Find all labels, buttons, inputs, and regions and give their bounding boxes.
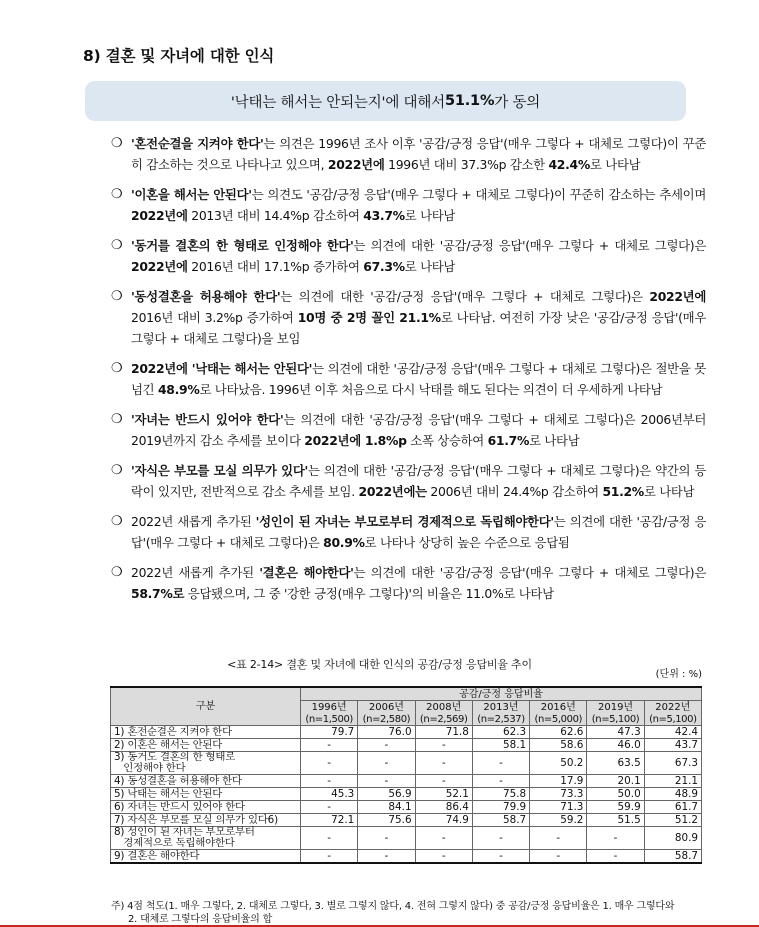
- table-cell: 79.7: [301, 726, 358, 739]
- row-label: 6) 자녀는 반드시 있어야 한다: [111, 801, 301, 814]
- table-cell: -: [358, 752, 415, 775]
- table-cell: 43.7: [644, 739, 701, 752]
- summary-highlight: 51.1%: [444, 93, 495, 109]
- bullet-item: [109, 184, 706, 226]
- table-cell: 67.3: [644, 752, 701, 775]
- table-cell: 58.6: [530, 739, 587, 752]
- table-cell: -: [301, 775, 358, 788]
- bullet-text: 로 나타남: [589, 157, 641, 172]
- table-cell: 58.7: [472, 814, 529, 827]
- table-cell: 73.3: [530, 788, 587, 801]
- table-cell: 47.3: [587, 726, 644, 739]
- table-cell: -: [472, 850, 529, 864]
- bullet-text: 는 의견에 대한 '공감/긍정 응답'(매우 그렇다 + 대체로 그렇다)은 절반을 못 넘긴: [131, 361, 706, 397]
- table-row: [111, 801, 702, 814]
- table-cell: 76.0: [358, 726, 415, 739]
- table-cell: -: [530, 827, 587, 850]
- bullet-text: 는 의견에 대한 '공감/긍정 응답'(매우 그렇다 + 대체로 그렇다)은: [353, 565, 707, 580]
- table-cell: 75.8: [472, 788, 529, 801]
- table-cell: -: [358, 739, 415, 752]
- bullet-text: 는 의견에 대한 '공감/긍정 응답'(매우 그렇다 + 대체로 그렇다)은: [353, 238, 706, 253]
- table-cell: 20.1: [587, 775, 644, 788]
- table-cell: 51.5: [587, 814, 644, 827]
- bullet-emphasis: 2022년에 '낙태는 해서는 안된다': [131, 361, 313, 376]
- bullet-circle-icon: ❍: [111, 187, 123, 202]
- bullet-emphasis: 58.7%로: [131, 586, 185, 601]
- table-caption: <표 2-14> 결혼 및 자녀에 대한 인식의 공감/긍정 응답비율 추이: [227, 658, 532, 671]
- bullet-text: 로 나타나 상당히 높은 수준으로 응답됨: [364, 535, 570, 550]
- table-cell: 58.7: [644, 850, 701, 864]
- bullet-circle-icon: ❍: [111, 463, 123, 478]
- table-cell: 72.1: [301, 814, 358, 827]
- header-year: 2008년: [415, 701, 472, 714]
- bullet-text: 로 나타남: [404, 208, 456, 223]
- bullet-emphasis: 67.3%: [363, 259, 405, 274]
- summary-text-before: '낙태는 해서는 안되는지'에 대해서: [230, 94, 445, 111]
- header-year: 2013년: [472, 701, 529, 714]
- table-cell: -: [358, 850, 415, 864]
- data-table: [110, 686, 702, 864]
- bullet-text: 는 의견도 '공감/긍정 응답'(매우 그렇다 + 대체로 그렇다)이 꾸준히 감소하는 추세이며: [251, 187, 706, 202]
- bullet-circle-icon: ❍: [111, 514, 123, 529]
- bullet-circle-icon: ❍: [111, 136, 123, 151]
- bullet-emphasis: 80.9%: [323, 535, 365, 550]
- table-cell: -: [301, 827, 358, 850]
- table-cell: 63.5: [587, 752, 644, 775]
- bullet-emphasis: 10명 중 2명 꼴인 21.1%: [297, 310, 441, 325]
- table-cell: 50.2: [530, 752, 587, 775]
- header-sample-size: (n=5,000): [530, 713, 587, 726]
- summary-text-after: 가 동의: [494, 94, 541, 111]
- bullet-item: [109, 133, 706, 175]
- table-cell: 17.9: [530, 775, 587, 788]
- bullet-item: [109, 460, 706, 502]
- table-cell: -: [301, 801, 358, 814]
- table-cell: 51.2: [644, 814, 701, 827]
- bullet-text: 2016년 대비 3.2%p 증가하여: [131, 310, 298, 325]
- table-cell: 52.1: [415, 788, 472, 801]
- row-label: 3) 동거도 결혼의 한 형태로 인정해야 한다: [111, 752, 301, 775]
- bullet-text: 로 나타났음. 1996년 이후 처음으로 다시 낙태를 해도 된다는 의견이 더 우세하게 나타남: [199, 382, 663, 397]
- table-cell: 45.3: [301, 788, 358, 801]
- table-cell: -: [530, 850, 587, 864]
- table-row: [111, 827, 702, 850]
- bullet-text: 는 의견에 대한 '공감/긍정 응답'(매우 그렇다 + 대체로 그렇다)은 약간의 등락이 있지만, 전반적으로 감소 추세를 보임.: [131, 463, 706, 499]
- table-cell: -: [358, 775, 415, 788]
- table-cell: -: [301, 850, 358, 864]
- table-cell: 62.6: [530, 726, 587, 739]
- bullet-emphasis: '혼전순결을 지켜야 한다': [131, 136, 264, 151]
- row-label: 2) 이혼은 해서는 안된다: [111, 739, 301, 752]
- table-cell: 59.2: [530, 814, 587, 827]
- table-body: [111, 726, 702, 864]
- bullet-text: 2022년 새롭게 추가된: [131, 514, 256, 529]
- header-sample-size: (n=2,569): [415, 713, 472, 726]
- bullet-text: 로 나타남: [643, 484, 695, 499]
- table-row: [111, 850, 702, 864]
- table-cell: 48.9: [644, 788, 701, 801]
- table-cell: 21.1: [644, 775, 701, 788]
- bullet-emphasis: 2022년에: [327, 157, 385, 172]
- table-cell: -: [415, 775, 472, 788]
- table-cell: 46.0: [587, 739, 644, 752]
- bullet-text: 로 나타남: [404, 259, 456, 274]
- header-year: 1996년: [301, 701, 358, 714]
- bullet-text: 는 의견에 대한 '공감/긍정 응답'(매우 그렇다 + 대체로 그렇다)은: [131, 514, 707, 550]
- table-cell: 42.4: [644, 726, 701, 739]
- table-cell: -: [415, 739, 472, 752]
- table-cell: -: [587, 850, 644, 864]
- bullet-emphasis: 42.4%: [548, 157, 590, 172]
- header-sample-size: (n=5,100): [644, 713, 701, 726]
- table-row: [111, 752, 702, 775]
- row-label: 1) 혼전순결은 지켜야 한다: [111, 726, 301, 739]
- bullet-emphasis: '자식은 부모를 모실 의무가 있다': [131, 463, 308, 478]
- bullet-item: [109, 286, 706, 349]
- bullet-emphasis: 43.7%: [363, 208, 405, 223]
- table-cell: -: [472, 827, 529, 850]
- section-title: 8) 결혼 및 자녀에 대한 인식: [83, 47, 275, 65]
- bullet-emphasis: 2022년에: [131, 208, 188, 223]
- bullet-circle-icon: ❍: [111, 565, 123, 580]
- footnote-line-2: 2. 대체로 그렇다의 응답비율의 합: [128, 914, 273, 925]
- bullet-text: 1996년 대비 37.3%p 감소한: [384, 157, 549, 172]
- table-cell: -: [472, 775, 529, 788]
- table-cell: -: [358, 827, 415, 850]
- bullet-emphasis: '자녀는 반드시 있어야 한다': [131, 412, 284, 427]
- header-sample-size: (n=2,580): [358, 713, 415, 726]
- table-cell: -: [472, 752, 529, 775]
- bullet-text: 로 나타남. 여전히 가장 낮은 '공감/긍정 응답'(매우 그렇다 + 대체로 그렇다)을 보임: [131, 310, 707, 346]
- bullet-text: 는 의견에 대한 '공감/긍정 응답'(매우 그렇다 + 대체로 그렇다)은 2006년부터 2019년까지 감소 추세를 보이다: [131, 412, 706, 448]
- table-cell: 71.8: [415, 726, 472, 739]
- bullet-text: 소폭 상승하여: [406, 433, 488, 448]
- row-label: 9) 결혼은 해야한다: [111, 850, 301, 864]
- bullet-emphasis: '이혼을 해서는 안된다': [131, 187, 252, 202]
- table-row: [111, 788, 702, 801]
- bullet-text: 2006년 대비 24.4%p 감소하여: [426, 484, 603, 499]
- bullet-emphasis: '동거를 결혼의 한 형태로 인정해야 한다': [131, 238, 354, 253]
- bullet-circle-icon: ❍: [111, 412, 123, 427]
- bullet-emphasis: 51.2%: [602, 484, 644, 499]
- footnote-line-1: 주) 4점 척도(1. 매우 그렇다, 2. 대체로 그렇다, 3. 별로 그렇지 않다, 4. 전혀 그렇지 않다) 중 공감/긍정 응답비율은 1. 매우 그렇다와: [111, 901, 675, 912]
- table-cell: 71.3: [530, 801, 587, 814]
- table-cell: 80.9: [644, 827, 701, 850]
- table-cell: 79.9: [472, 801, 529, 814]
- bullet-emphasis: 61.7%: [487, 433, 530, 448]
- bullet-item: [109, 409, 706, 451]
- bullet-list: [109, 133, 706, 613]
- bullet-emphasis: 2022년에: [131, 259, 188, 274]
- bullet-item: [109, 511, 706, 553]
- table-cell: 50.0: [587, 788, 644, 801]
- header-year: 2022년: [644, 701, 701, 714]
- bullet-text: 는 의견은 1996년 조사 이후 '공감/긍정 응답'(매우 그렇다 + 대체로 그렇다)이 꾸준히 감소하는 것으로 나타나고 있으며,: [131, 136, 706, 172]
- row-label: 5) 낙태는 해서는 안된다: [111, 788, 301, 801]
- table-row: [111, 775, 702, 788]
- table-unit: (단위 : %): [655, 669, 702, 680]
- header-year: 2019년: [587, 701, 644, 714]
- row-label: 4) 동성결혼을 허용해야 한다: [111, 775, 301, 788]
- bullet-item: [109, 235, 706, 277]
- table-footnote: [111, 900, 711, 926]
- table-cell: -: [301, 739, 358, 752]
- table-cell: -: [587, 827, 644, 850]
- table-row: [111, 739, 702, 752]
- table-cell: 58.1: [472, 739, 529, 752]
- table-row: [111, 814, 702, 827]
- bullet-emphasis: '결혼은 해야한다': [259, 565, 354, 580]
- table-cell: -: [415, 850, 472, 864]
- table-cell: 61.7: [644, 801, 701, 814]
- bullet-emphasis: 2022년에는: [358, 484, 427, 499]
- table-cell: 86.4: [415, 801, 472, 814]
- bullet-emphasis: '성인이 된 자녀는 부모로부터 경제적으로 독립해야한다': [255, 514, 554, 529]
- header-sample-size: (n=2,537): [472, 713, 529, 726]
- header-sample-size: (n=5,100): [587, 713, 644, 726]
- bullet-text: 응답됐으며, 그 중 '강한 긍정(매우 그렇다)'의 비율은 11.0%로 나타남: [184, 586, 554, 601]
- bullet-text: 2022년 새롭게 추가된: [131, 565, 260, 580]
- table-cell: 74.9: [415, 814, 472, 827]
- bullet-circle-icon: ❍: [111, 361, 123, 376]
- bullet-text: 2013년 대비 14.4%p 감소하여: [187, 208, 364, 223]
- bullet-text: 2016년 대비 17.1%p 증가하여: [187, 259, 364, 274]
- table-cell: -: [415, 752, 472, 775]
- bullet-text: 는 의견에 대한 '공감/긍정 응답'(매우 그렇다 + 대체로 그렇다)은: [280, 289, 650, 304]
- bullet-circle-icon: ❍: [111, 289, 123, 304]
- table-cell: 62.3: [472, 726, 529, 739]
- bullet-emphasis: '동성결혼을 허용해야 한다': [131, 289, 281, 304]
- bullet-text: 로 나타남: [529, 433, 580, 448]
- bullet-item: [109, 358, 706, 400]
- header-group: 공감/긍정 응답비율: [301, 687, 702, 701]
- table-cell: 75.6: [358, 814, 415, 827]
- bullet-circle-icon: ❍: [111, 238, 123, 253]
- table-cell: 59.9: [587, 801, 644, 814]
- bullet-emphasis: 48.9%: [157, 382, 200, 397]
- table-cell: -: [301, 752, 358, 775]
- table-cell: -: [415, 827, 472, 850]
- row-label: 8) 성인이 된 자녀는 부모로부터 경제적으로 독립해야한다: [111, 827, 301, 850]
- bullet-emphasis: 2022년에: [649, 289, 706, 304]
- bullet-item: [109, 562, 706, 604]
- row-label: 7) 자식은 부모를 모실 의무가 있다6): [111, 814, 301, 827]
- table-row: [111, 726, 702, 739]
- bullet-emphasis: 2022년에 1.8%p: [304, 433, 407, 448]
- table-cell: 84.1: [358, 801, 415, 814]
- header-year: 2016년: [530, 701, 587, 714]
- header-category: 구분: [111, 687, 301, 726]
- header-sample-size: (n=1,500): [301, 713, 358, 726]
- summary-box: [85, 81, 686, 121]
- header-year: 2006년: [358, 701, 415, 714]
- table-cell: 56.9: [358, 788, 415, 801]
- table-head: [111, 687, 702, 726]
